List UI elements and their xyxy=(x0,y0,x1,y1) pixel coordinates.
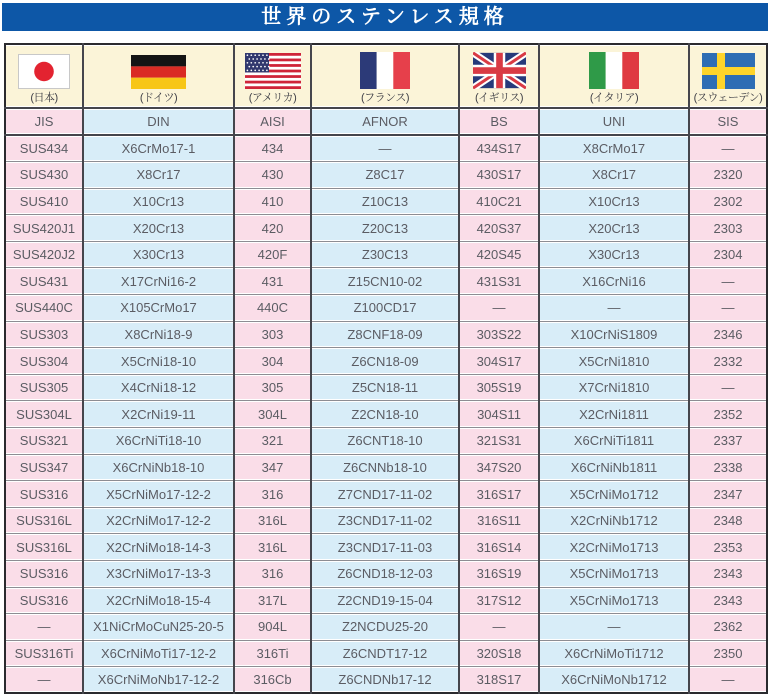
cell-uni: X6CrNiMoTi1712 xyxy=(539,640,689,667)
country-label-germany: (ドイツ) xyxy=(139,92,178,104)
country-label-france: (フランス) xyxy=(361,92,409,104)
cell-aisi: 316L xyxy=(234,507,311,534)
cell-afnor: Z7CND17-11-02 xyxy=(311,481,459,508)
cell-uni: X5CrNi1810 xyxy=(539,348,689,375)
cell-aisi: 440C xyxy=(234,295,311,322)
cell-bs: 420S45 xyxy=(459,241,539,268)
cell-sis: 2303 xyxy=(689,215,767,242)
cell-jis: SUS316 xyxy=(5,481,83,508)
table-row xyxy=(5,374,767,401)
standard-name-row xyxy=(5,108,767,135)
cell-afnor: Z6CN18-09 xyxy=(311,348,459,375)
cell-uni: X30Cr13 xyxy=(539,241,689,268)
cell-afnor: Z30C13 xyxy=(311,241,459,268)
table-row xyxy=(5,321,767,348)
cell-bs: 434S17 xyxy=(459,135,539,162)
column-header-din: DIN xyxy=(83,108,234,135)
header-italy xyxy=(539,44,689,108)
cell-bs: 305S19 xyxy=(459,374,539,401)
cell-jis: SUS440C xyxy=(5,295,83,322)
table-row xyxy=(5,640,767,667)
cell-din: X4CrNi18-12 xyxy=(83,374,234,401)
cell-afnor: Z20C13 xyxy=(311,215,459,242)
header-japan xyxy=(5,44,83,108)
cell-sis: 2347 xyxy=(689,481,767,508)
cell-sis: 2348 xyxy=(689,507,767,534)
cell-aisi: 420 xyxy=(234,215,311,242)
cell-jis: SUS347 xyxy=(5,454,83,481)
cell-din: X5CrNiMo17-12-2 xyxy=(83,481,234,508)
cell-bs: 318S17 xyxy=(459,667,539,694)
cell-aisi: 431 xyxy=(234,268,311,295)
germany-flag-icon xyxy=(131,55,186,89)
cell-afnor: Z15CN10-02 xyxy=(311,268,459,295)
cell-afnor: — xyxy=(311,135,459,162)
cell-afnor: Z2CN18-10 xyxy=(311,401,459,428)
cell-bs: 410C21 xyxy=(459,188,539,215)
cell-jis: — xyxy=(5,667,83,694)
table-row xyxy=(5,295,767,322)
cell-sis: 2352 xyxy=(689,401,767,428)
cell-afnor: Z6CNDNb17-12 xyxy=(311,667,459,694)
cell-aisi: 316L xyxy=(234,534,311,561)
cell-bs: 431S31 xyxy=(459,268,539,295)
cell-din: X20Cr13 xyxy=(83,215,234,242)
cell-sis: 2320 xyxy=(689,162,767,189)
cell-afnor: Z6CNNb18-10 xyxy=(311,454,459,481)
table-row xyxy=(5,215,767,242)
cell-jis: SUS316L xyxy=(5,507,83,534)
cell-bs: 316S19 xyxy=(459,561,539,588)
table-row xyxy=(5,241,767,268)
cell-din: X6CrNiMoTi17-12-2 xyxy=(83,640,234,667)
cell-sis: — xyxy=(689,295,767,322)
cell-uni: X5CrNiMo1713 xyxy=(539,561,689,588)
cell-afnor: Z100CD17 xyxy=(311,295,459,322)
cell-din: X6CrNiMoNb17-12-2 xyxy=(83,667,234,694)
cell-aisi: 304L xyxy=(234,401,311,428)
cell-aisi: 430 xyxy=(234,162,311,189)
cell-sis: 2332 xyxy=(689,348,767,375)
cell-uni: X7CrNi1810 xyxy=(539,374,689,401)
cell-afnor: Z10C13 xyxy=(311,188,459,215)
cell-bs: 347S20 xyxy=(459,454,539,481)
cell-jis: SUS303 xyxy=(5,321,83,348)
cell-uni: X6CrNiNb1811 xyxy=(539,454,689,481)
cell-jis: SUS305 xyxy=(5,374,83,401)
cell-uni: — xyxy=(539,295,689,322)
cell-afnor: Z8CNF18-09 xyxy=(311,321,459,348)
cell-sis: — xyxy=(689,667,767,694)
cell-afnor: Z6CNDT17-12 xyxy=(311,640,459,667)
cell-bs: — xyxy=(459,295,539,322)
cell-uni: X16CrNi16 xyxy=(539,268,689,295)
cell-uni: X5CrNiMo1712 xyxy=(539,481,689,508)
table-row xyxy=(5,428,767,455)
cell-aisi: 434 xyxy=(234,135,311,162)
cell-din: X105CrMo17 xyxy=(83,295,234,322)
cell-afnor: Z5CN18-11 xyxy=(311,374,459,401)
table-row xyxy=(5,454,767,481)
page-title: 世界のステンレス規格 xyxy=(2,3,768,31)
cell-aisi: 316 xyxy=(234,561,311,588)
cell-sis: — xyxy=(689,374,767,401)
table-row xyxy=(5,268,767,295)
cell-aisi: 303 xyxy=(234,321,311,348)
cell-uni: X8Cr17 xyxy=(539,162,689,189)
cell-uni: — xyxy=(539,614,689,641)
cell-jis: SUS316L xyxy=(5,534,83,561)
country-label-sweden: (スウェーデン) xyxy=(693,92,763,104)
cell-jis: SUS304L xyxy=(5,401,83,428)
cell-sis: 2343 xyxy=(689,561,767,588)
cell-bs: 304S11 xyxy=(459,401,539,428)
cell-uni: X2CrNi1811 xyxy=(539,401,689,428)
cell-din: X10Cr13 xyxy=(83,188,234,215)
sweden-flag-icon xyxy=(702,53,755,89)
cell-bs: 317S12 xyxy=(459,587,539,614)
country-label-japan: (日本) xyxy=(30,92,58,104)
cell-sis: 2353 xyxy=(689,534,767,561)
cell-jis: SUS430 xyxy=(5,162,83,189)
cell-jis: SUS420J2 xyxy=(5,241,83,268)
italy-flag-icon xyxy=(589,52,639,89)
cell-din: X30Cr13 xyxy=(83,241,234,268)
cell-afnor: Z3CND17-11-02 xyxy=(311,507,459,534)
cell-sis: 2343 xyxy=(689,587,767,614)
table-row xyxy=(5,561,767,588)
cell-aisi: 347 xyxy=(234,454,311,481)
cell-din: X2CrNi19-11 xyxy=(83,401,234,428)
cell-aisi: 904L xyxy=(234,614,311,641)
flag-header-row xyxy=(5,44,767,108)
cell-din: X6CrMo17-1 xyxy=(83,135,234,162)
cell-aisi: 321 xyxy=(234,428,311,455)
column-header-jis: JIS xyxy=(5,108,83,135)
uk-flag-icon xyxy=(473,52,526,89)
cell-uni: X5CrNiMo1713 xyxy=(539,587,689,614)
column-header-bs: BS xyxy=(459,108,539,135)
cell-bs: 420S37 xyxy=(459,215,539,242)
cell-uni: X20Cr13 xyxy=(539,215,689,242)
header-france xyxy=(311,44,459,108)
table-row xyxy=(5,401,767,428)
cell-sis: 2350 xyxy=(689,640,767,667)
cell-bs: 316S17 xyxy=(459,481,539,508)
cell-din: X2CrNiMo18-14-3 xyxy=(83,534,234,561)
cell-jis: SUS420J1 xyxy=(5,215,83,242)
cell-jis: — xyxy=(5,614,83,641)
cell-bs: 316S11 xyxy=(459,507,539,534)
header-uk xyxy=(459,44,539,108)
header-germany xyxy=(83,44,234,108)
cell-din: X6CrNiTi18-10 xyxy=(83,428,234,455)
cell-aisi: 410 xyxy=(234,188,311,215)
cell-aisi: 305 xyxy=(234,374,311,401)
country-label-italy: (イタリア) xyxy=(589,92,639,104)
country-label-uk: (イギリス) xyxy=(474,92,524,104)
table-row xyxy=(5,667,767,694)
cell-aisi: 316Cb xyxy=(234,667,311,694)
table-row xyxy=(5,614,767,641)
usa-flag-icon xyxy=(245,53,301,89)
table-row xyxy=(5,587,767,614)
cell-aisi: 316Ti xyxy=(234,640,311,667)
cell-sis: 2346 xyxy=(689,321,767,348)
cell-sis: 2338 xyxy=(689,454,767,481)
table-row xyxy=(5,348,767,375)
cell-jis: SUS316 xyxy=(5,587,83,614)
table-row xyxy=(5,507,767,534)
japan-flag-icon xyxy=(18,54,70,89)
column-header-uni: UNI xyxy=(539,108,689,135)
table-row xyxy=(5,188,767,215)
cell-afnor: Z6CND18-12-03 xyxy=(311,561,459,588)
cell-sis: — xyxy=(689,268,767,295)
table-body xyxy=(5,135,767,693)
cell-din: X17CrNi16-2 xyxy=(83,268,234,295)
column-header-sis: SIS xyxy=(689,108,767,135)
cell-din: X6CrNiNb18-10 xyxy=(83,454,234,481)
cell-jis: SUS316 xyxy=(5,561,83,588)
cell-jis: SUS316Ti xyxy=(5,640,83,667)
cell-afnor: Z6CNT18-10 xyxy=(311,428,459,455)
cell-bs: 316S14 xyxy=(459,534,539,561)
cell-uni: X8CrMo17 xyxy=(539,135,689,162)
cell-bs: 430S17 xyxy=(459,162,539,189)
cell-aisi: 316 xyxy=(234,481,311,508)
header-usa xyxy=(234,44,311,108)
cell-uni: X10CrNiS1809 xyxy=(539,321,689,348)
cell-afnor: Z2NCDU25-20 xyxy=(311,614,459,641)
cell-bs: 303S22 xyxy=(459,321,539,348)
header-sweden xyxy=(689,44,767,108)
cell-uni: X6CrNiMoNb1712 xyxy=(539,667,689,694)
cell-bs: — xyxy=(459,614,539,641)
cell-aisi: 420F xyxy=(234,241,311,268)
cell-bs: 304S17 xyxy=(459,348,539,375)
cell-uni: X2CrNiMo1713 xyxy=(539,534,689,561)
cell-afnor: Z3CND17-11-03 xyxy=(311,534,459,561)
cell-sis: — xyxy=(689,135,767,162)
standards-table xyxy=(4,43,768,694)
cell-afnor: Z8C17 xyxy=(311,162,459,189)
cell-din: X1NiCrMoCuN25-20-5 xyxy=(83,614,234,641)
cell-din: X8CrNi18-9 xyxy=(83,321,234,348)
cell-jis: SUS410 xyxy=(5,188,83,215)
cell-uni: X2CrNiNb1712 xyxy=(539,507,689,534)
cell-din: X5CrNi18-10 xyxy=(83,348,234,375)
cell-aisi: 304 xyxy=(234,348,311,375)
cell-uni: X6CrNiTi1811 xyxy=(539,428,689,455)
cell-bs: 321S31 xyxy=(459,428,539,455)
cell-uni: X10Cr13 xyxy=(539,188,689,215)
cell-aisi: 317L xyxy=(234,587,311,614)
cell-din: X3CrNiMo17-13-3 xyxy=(83,561,234,588)
cell-din: X2CrNiMo17-12-2 xyxy=(83,507,234,534)
cell-sis: 2304 xyxy=(689,241,767,268)
france-flag-icon xyxy=(360,52,410,89)
cell-din: X8Cr17 xyxy=(83,162,234,189)
cell-sis: 2337 xyxy=(689,428,767,455)
column-header-afnor: AFNOR xyxy=(311,108,459,135)
column-header-aisi: AISI xyxy=(234,108,311,135)
cell-sis: 2302 xyxy=(689,188,767,215)
cell-bs: 320S18 xyxy=(459,640,539,667)
cell-sis: 2362 xyxy=(689,614,767,641)
cell-jis: SUS304 xyxy=(5,348,83,375)
cell-jis: SUS431 xyxy=(5,268,83,295)
cell-afnor: Z2CND19-15-04 xyxy=(311,587,459,614)
table-row xyxy=(5,135,767,162)
cell-jis: SUS321 xyxy=(5,428,83,455)
table-row xyxy=(5,162,767,189)
cell-jis: SUS434 xyxy=(5,135,83,162)
table-row xyxy=(5,481,767,508)
cell-din: X2CrNiMo18-15-4 xyxy=(83,587,234,614)
country-label-usa: (アメリカ) xyxy=(248,92,297,104)
table-row xyxy=(5,534,767,561)
